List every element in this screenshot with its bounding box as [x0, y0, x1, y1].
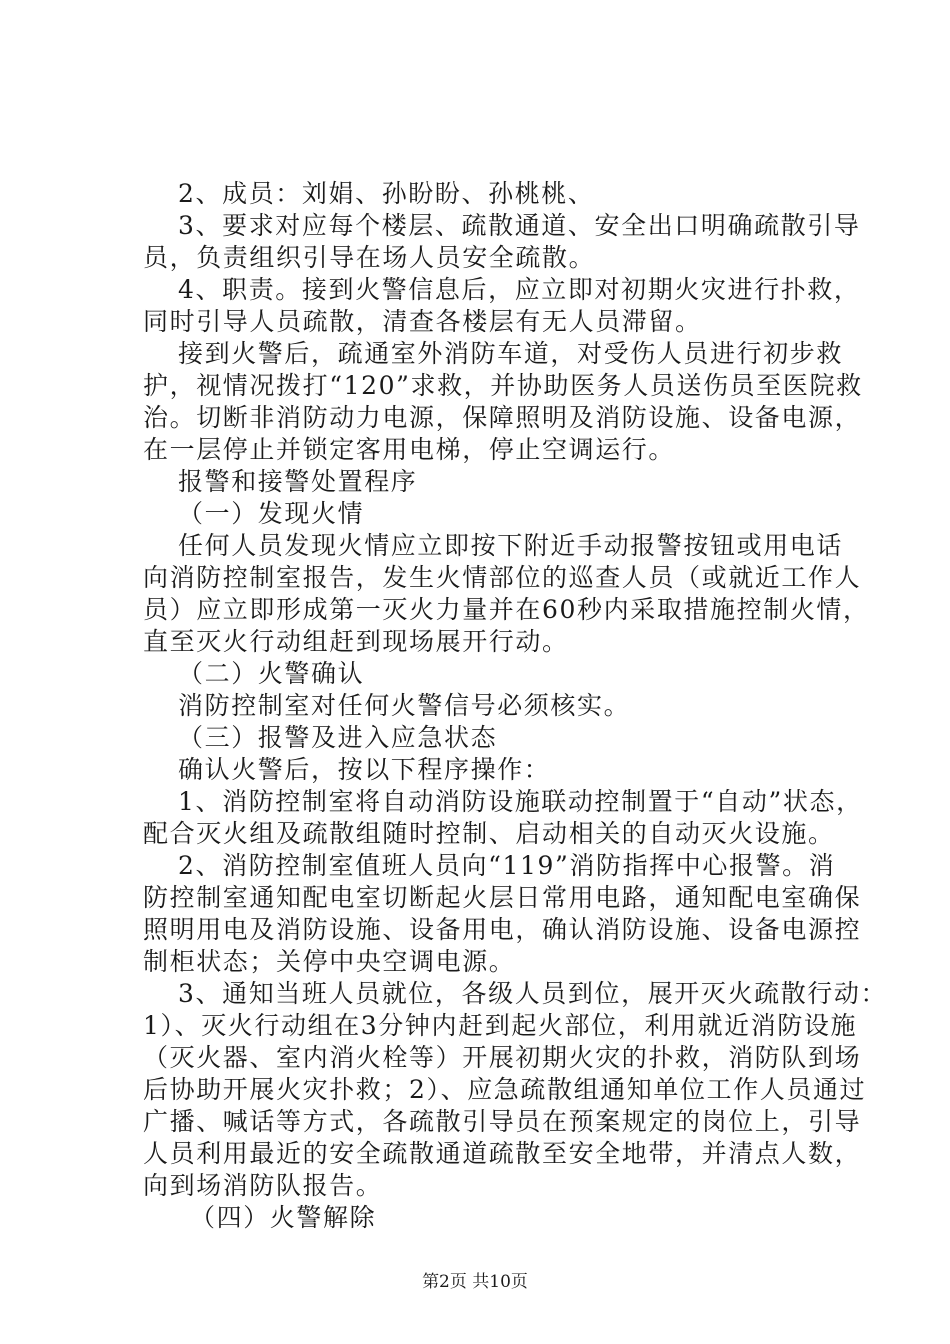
text-line: 2、成员：刘娟、孙盼盼、孙桃桃、 [178, 179, 595, 208]
text-line: 向消防控制室报告，发生火情部位的巡查人员（或就近工作人 [143, 563, 862, 592]
text-line: 3、要求对应每个楼层、疏散通道、安全出口明确疏散引导 [178, 211, 861, 240]
text-line: 直至灭火行动组赶到现场展开行动。 [143, 627, 569, 656]
text-line: 护，视情况拨打“120”求救，并协助医务人员送伤员至医院救 [143, 371, 863, 400]
text-line: 4、职责。接到火警信息后，应立即对初期火灾进行扑救， [178, 275, 861, 304]
text-line: 照明用电及消防设施、设备用电，确认消防设施、设备电源控 [143, 915, 862, 944]
text-line: 制柜状态；关停中央空调电源。 [143, 947, 516, 976]
text-line: 防控制室通知配电室切断起火层日常用电路，通知配电室确保 [143, 883, 862, 912]
text-line: 消防控制室对任何火警信号必须核实。 [178, 691, 631, 720]
text-line: 2、消防控制室值班人员向“119”消防指挥中心报警。消 [178, 851, 836, 880]
text-line: 在一层停止并锁定客用电梯，停止空调运行。 [143, 435, 676, 464]
text-line: 后协助开展火灾扑救；2）、应急疏散组通知单位工作人员通过 [143, 1075, 867, 1104]
text-line: 配合灭火组及疏散组随时控制、启动相关的自动灭火设施。 [143, 819, 835, 848]
text-line: 向到场消防队报告。 [143, 1171, 383, 1200]
text-line: 广播、喊话等方式，各疏散引导员在预案规定的岗位上，引导 [143, 1107, 862, 1136]
text-line: 员）应立即形成第一灭火力量并在60秒内采取措施控制火情， [143, 595, 870, 624]
page-number-footer: 第2页 共10页 [422, 1272, 528, 1292]
text-line: 1、消防控制室将自动消防设施联动控制置于“自动”状态， [178, 787, 863, 816]
text-line: 1）、灭火行动组在3分钟内赶到起火部位，利用就近消防设施 [143, 1011, 858, 1040]
subsection-heading: （三）报警及进入应急状态 [178, 723, 498, 752]
section-heading: 报警和接警处置程序 [178, 467, 418, 496]
subsection-heading: （一）发现火情 [178, 499, 365, 528]
text-line: 同时引导人员疏散，清查各楼层有无人员滞留。 [143, 307, 702, 336]
text-line: 3、通知当班人员就位，各级人员到位，展开灭火疏散行动： [178, 979, 888, 1008]
text-line: 确认火警后，按以下程序操作： [178, 755, 551, 784]
text-line: 接到火警后，疏通室外消防车道，对受伤人员进行初步救 [178, 339, 844, 368]
text-line: 员，负责组织引导在场人员安全疏散。 [143, 243, 596, 272]
subsection-heading: （二）火警确认 [178, 659, 365, 688]
subsection-heading: （四）火警解除 [190, 1203, 377, 1232]
text-line: （灭火器、室内消火栓等）开展初期火灾的扑救，消防队到场 [143, 1043, 862, 1072]
text-line: 治。切断非消防动力电源，保障照明及消防设施、设备电源， [143, 403, 862, 432]
text-line: 任何人员发现火情应立即按下附近手动报警按钮或用电话 [178, 531, 844, 560]
text-line: 人员利用最近的安全疏散通道疏散至安全地带，并清点人数， [143, 1139, 862, 1168]
